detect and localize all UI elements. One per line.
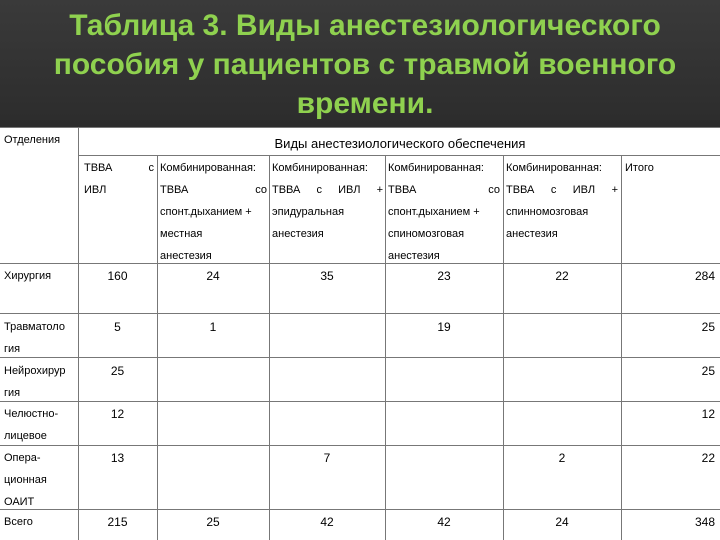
- col-divider: [269, 155, 270, 540]
- dept-label: Нейрохирур: [4, 365, 66, 377]
- col-header-line: анестезия: [506, 228, 558, 240]
- row-divider: [0, 509, 720, 510]
- col-header-line: спиномозговая: [388, 228, 465, 240]
- col-header-line: спонт.дыханием +: [160, 206, 252, 218]
- anesthesia-table: [0, 127, 720, 540]
- row-divider: [0, 445, 720, 446]
- table-cell: 215: [107, 515, 128, 529]
- col-header-line: Комбинированная:: [506, 162, 602, 174]
- table-cell: 25: [110, 364, 125, 378]
- col-header-line: анестезия: [272, 228, 324, 240]
- table-cell: 23: [437, 269, 451, 283]
- anesthesia-types-header: Виды анестезиологического обеспечения: [274, 136, 526, 151]
- col-divider: [621, 155, 622, 540]
- col-header-line: ТВВА с: [84, 162, 154, 174]
- slide-title: Таблица 3. Виды анестезиологического пособия у пациентов с травмой военного времени.: [53, 9, 677, 120]
- table-cell-total: 348: [694, 515, 715, 529]
- col-divider: [385, 155, 386, 540]
- dept-label: лицевое: [4, 430, 47, 442]
- table-cell: 19: [437, 320, 451, 334]
- table-cell-total: 22: [701, 451, 715, 465]
- slide-header: [0, 0, 720, 127]
- table-cell: 1: [209, 320, 217, 334]
- col-header-line: ИВЛ: [84, 184, 107, 196]
- table-cell: 25: [206, 515, 220, 529]
- table-cell: 7: [323, 451, 331, 465]
- dept-label: ционная: [4, 474, 47, 486]
- col-header-line: местная: [160, 228, 203, 240]
- table-cell: 42: [320, 515, 334, 529]
- table-cell: 13: [110, 451, 125, 465]
- col-header-line: эпидуральная: [272, 206, 345, 218]
- table-cell: 22: [555, 269, 569, 283]
- table-cell: 160: [107, 269, 128, 283]
- row-divider: [0, 263, 720, 264]
- col-header-line: Комбинированная:: [388, 162, 484, 174]
- col-divider: [157, 155, 158, 540]
- table-cell: 12: [110, 407, 125, 421]
- dept-label: Хирургия: [4, 270, 52, 282]
- dept-label: Опера-: [4, 452, 41, 464]
- table-cell-total: 25: [701, 364, 715, 378]
- dept-label: гия: [4, 343, 21, 355]
- table-cell: 5: [114, 320, 121, 334]
- table-cell-total: 25: [701, 320, 715, 334]
- table-cell: 35: [320, 269, 334, 283]
- dept-label: Челюстно-: [4, 408, 59, 420]
- table-cell: 24: [555, 515, 569, 529]
- col-header-line: спинномозговая: [506, 206, 589, 218]
- row-divider: [0, 357, 720, 358]
- col-header-line: ТВВА с ИВЛ +: [272, 184, 383, 196]
- col-header-line: Комбинированная:: [272, 162, 368, 174]
- table-cell-total: 284: [694, 269, 715, 283]
- table-border-top: [0, 127, 720, 128]
- departments-header: Отделения: [4, 134, 61, 146]
- table-cell: 42: [437, 515, 451, 529]
- col-header-line: ТВВА с ИВЛ +: [506, 184, 618, 196]
- table-cell: 2: [558, 451, 566, 465]
- dept-label: Всего: [4, 516, 33, 528]
- col-header-line: анестезия: [388, 250, 440, 262]
- col-header-line: ТВВА со: [160, 184, 267, 196]
- row-divider: [0, 401, 720, 402]
- col-header-line: Комбинированная:: [160, 162, 256, 174]
- col-divider: [503, 155, 504, 540]
- col-header-line: спонт.дыханием +: [388, 206, 480, 218]
- header-divider: [78, 155, 720, 156]
- table-cell-total: 12: [701, 407, 715, 421]
- col-header-line: анестезия: [160, 250, 212, 262]
- total-header: Итого: [625, 162, 654, 174]
- row-divider: [0, 313, 720, 314]
- col-header-line: ТВВА со: [388, 184, 500, 196]
- table-cell: 24: [206, 269, 220, 283]
- dept-label: ОАИТ: [4, 496, 35, 508]
- dept-label: гия: [4, 387, 21, 399]
- dept-label: Травматоло: [4, 321, 65, 333]
